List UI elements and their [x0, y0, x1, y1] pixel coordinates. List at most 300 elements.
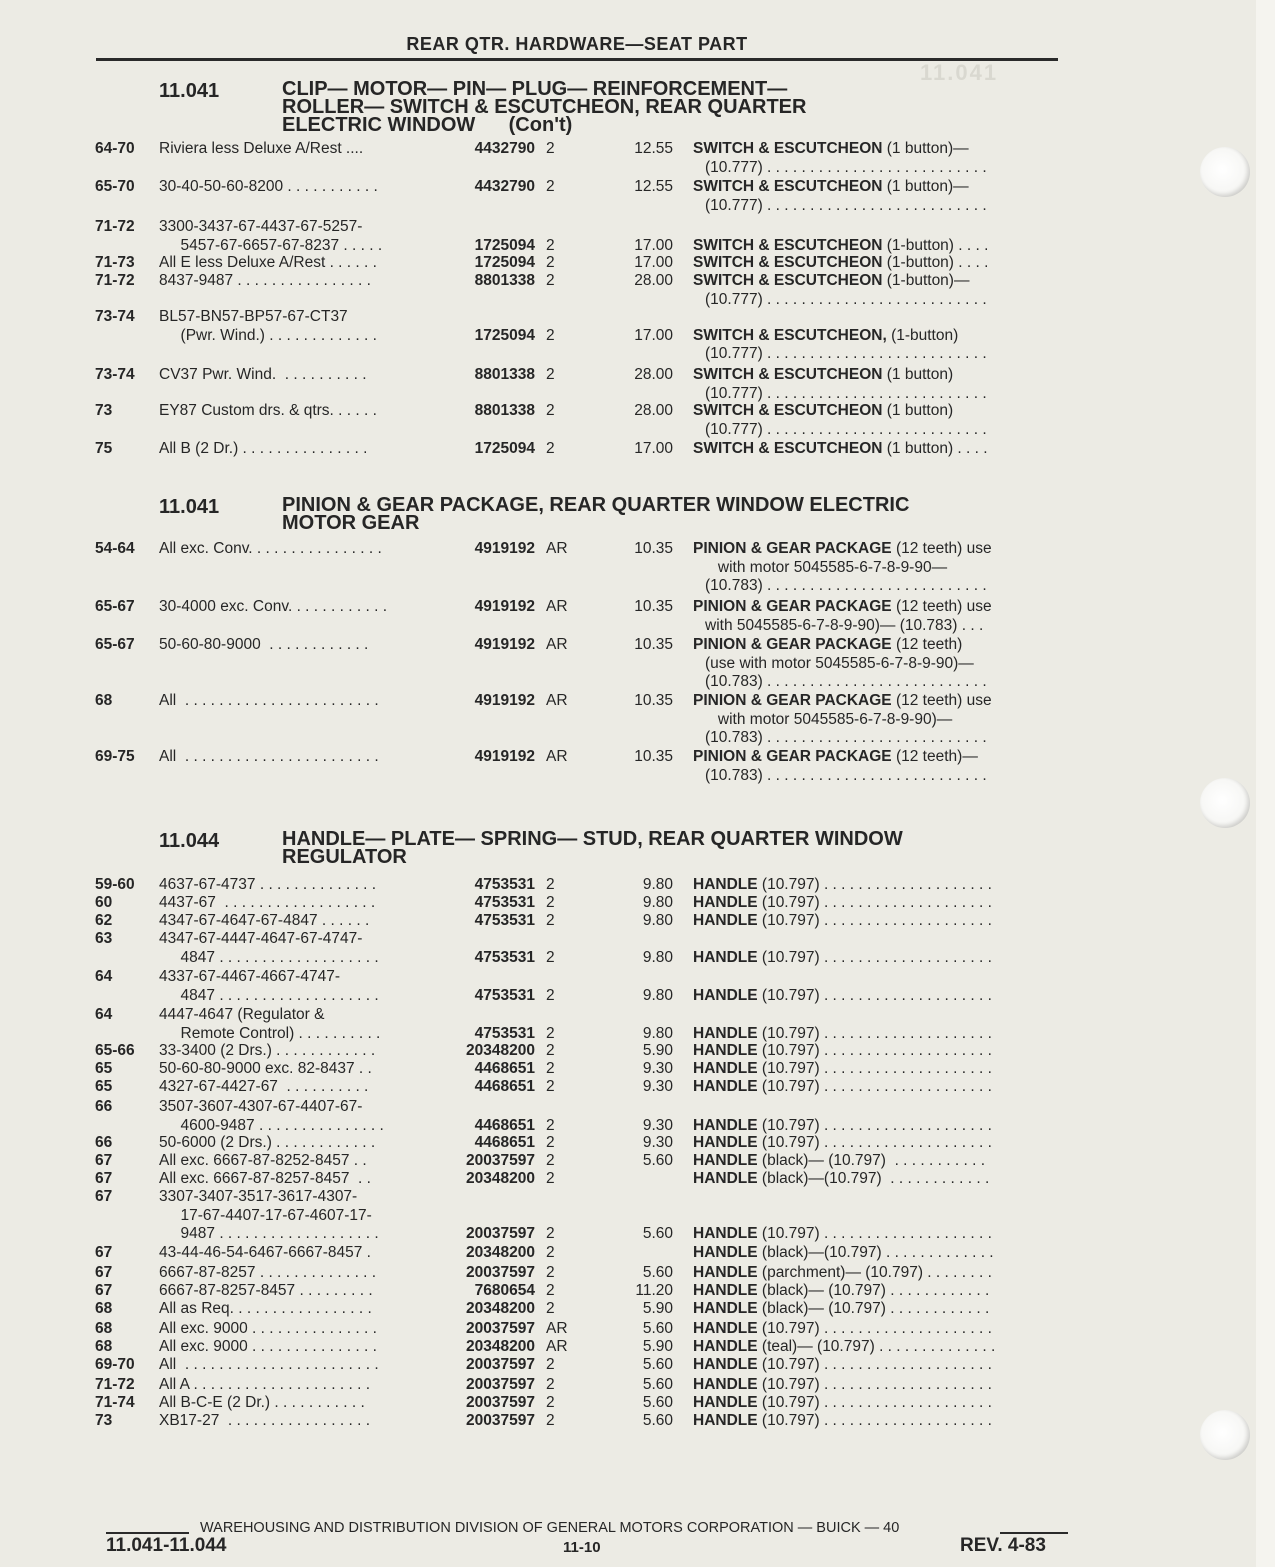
model-application: All A . . . . . . . . . . . . . . . . . . . . .	[159, 1376, 371, 1393]
quantity: 2	[546, 1244, 555, 1261]
list-price: 5.60	[642, 1376, 673, 1393]
quantity: AR	[546, 1338, 568, 1355]
year-range: 59-60	[95, 876, 135, 893]
model-application: 30-4000 exc. Conv. . . . . . . . . . . .	[159, 598, 388, 615]
model-application: BL57-BN57-BP57-67-CT37	[159, 308, 348, 325]
footer-rule	[106, 1532, 189, 1534]
part-number: 20037597	[466, 1264, 535, 1281]
section-title	[282, 496, 909, 532]
part-name: PINION & GEAR PACKAGE	[693, 692, 892, 709]
part-name: HANDLE	[693, 1170, 758, 1187]
part-detail: (10.797) . . . . . . . . . . . . . . . . . . . .	[761, 1134, 992, 1151]
model-application: 3307-3407-3517-3617-4307-	[159, 1188, 358, 1205]
part-description	[705, 655, 1085, 674]
part-description	[705, 767, 1085, 786]
model-application: 50-60-80-9000 . . . . . . . . . . . .	[159, 636, 369, 653]
part-description	[705, 729, 1085, 748]
quantity: 2	[546, 140, 555, 157]
model-application: All B (2 Dr.) . . . . . . . . . . . . . . .	[159, 440, 368, 457]
part-number: 4753531	[474, 948, 535, 966]
quantity: 2	[546, 912, 555, 929]
list-price: 5.60	[642, 1225, 673, 1242]
part-number: 20348200	[466, 1338, 535, 1355]
part-name: HANDLE	[693, 1338, 758, 1355]
part-number: 20037597	[466, 1394, 535, 1411]
model-application: All exc. 9000 . . . . . . . . . . . . . . .	[159, 1338, 377, 1355]
part-name: HANDLE	[693, 1152, 758, 1169]
quantity: 2	[546, 1264, 555, 1281]
list-price: 10.35	[634, 692, 673, 709]
year-range: 64-70	[95, 140, 135, 157]
list-price: 5.60	[642, 1320, 673, 1337]
section-title-line: CLIP— MOTOR— PIN— PLUG— REINFORCEMENT—	[282, 78, 788, 100]
part-number: 4753531	[474, 1024, 535, 1042]
model-application: 4637-67-4737 . . . . . . . . . . . . . .	[159, 876, 377, 893]
part-detail: (10.783) . . . . . . . . . . . . . . . . . . . . . . . . . .	[705, 673, 987, 690]
part-detail: (1 button)—	[886, 140, 969, 157]
part-description	[705, 385, 1085, 404]
part-detail: (black)— (10.797) . . . . . . . . . . .	[761, 1152, 985, 1169]
part-detail: (10.777) . . . . . . . . . . . . . . . . . . . . . . . . . .	[705, 290, 987, 308]
year-range: 73-74	[95, 308, 135, 325]
part-description	[693, 1025, 1073, 1044]
part-detail: (1-button)	[891, 326, 959, 344]
part-name: HANDLE	[693, 1134, 758, 1151]
list-price: 17.00	[634, 326, 673, 344]
model-application: All . . . . . . . . . . . . . . . . . . . . . . .	[159, 1356, 379, 1373]
part-name: HANDLE	[693, 1116, 758, 1134]
model-application: 4847 . . . . . . . . . . . . . . . . . . .	[159, 948, 379, 966]
part-number: 8801338	[474, 272, 535, 289]
quantity: 2	[546, 1412, 555, 1429]
part-name: PINION & GEAR PACKAGE	[693, 748, 892, 765]
model-application: 3300-3437-67-4437-67-5257-	[159, 218, 363, 235]
model-application: 17-67-4407-17-67-4607-17-	[159, 1206, 372, 1224]
part-number: 1725094	[474, 254, 535, 271]
part-detail: (12 teeth)	[895, 636, 963, 653]
part-description	[693, 237, 1073, 256]
year-range: 73	[95, 402, 113, 419]
model-application: 4347-67-4647-67-4847 . . . . . .	[159, 912, 370, 929]
part-description	[693, 692, 1073, 711]
year-range: 65-67	[95, 598, 135, 615]
part-description	[693, 1244, 1073, 1263]
part-detail: (10.797) . . . . . . . . . . . . . . . . . . . .	[761, 1320, 992, 1337]
part-detail: (10.797) . . . . . . . . . . . . . . . . . . . .	[761, 1225, 992, 1242]
part-name: HANDLE	[693, 1356, 758, 1373]
part-description	[693, 1225, 1073, 1244]
part-name: SWITCH & ESCUTCHEON	[693, 366, 883, 383]
part-description	[693, 636, 1073, 655]
part-number: 4468651	[474, 1116, 535, 1134]
year-range: 68	[95, 692, 113, 709]
part-name: HANDLE	[693, 894, 758, 911]
list-price: 10.35	[634, 540, 673, 557]
part-number: 4468651	[474, 1060, 535, 1077]
part-detail: (1-button) . . . .	[886, 254, 989, 271]
model-application: Remote Control) . . . . . . . . . .	[159, 1024, 381, 1042]
part-detail: (10.797) . . . . . . . . . . . . . . . . . . . .	[761, 948, 992, 966]
year-range: 63	[95, 930, 113, 947]
part-description	[705, 159, 1085, 178]
model-application: 8437-9487 . . . . . . . . . . . . . . . .	[159, 272, 371, 289]
bleed-through-text: 11.041	[920, 60, 999, 85]
part-description	[693, 598, 1073, 617]
year-range: 66	[95, 1098, 113, 1115]
model-application: 9487 . . . . . . . . . . . . . . . . . . .	[159, 1225, 379, 1242]
year-range: 73-74	[95, 366, 135, 383]
part-detail: (teal)— (10.797) . . . . . . . . . . . . . .	[761, 1338, 996, 1355]
list-price: 9.80	[642, 912, 673, 929]
part-number: 4919192	[474, 636, 535, 653]
model-application: 4347-67-4447-4647-67-4747-	[159, 930, 363, 947]
part-detail: (10.783) . . . . . . . . . . . . . . . . . . . . . . . . . .	[705, 766, 987, 784]
part-detail: with motor 5045585-6-7-8-9-90)—	[705, 710, 953, 728]
year-range: 68	[95, 1338, 113, 1355]
part-description	[693, 987, 1073, 1006]
footer-division: WAREHOUSING AND DISTRIBUTION DIVISION OF GENERAL MOTORS CORPORATION — BUICK — 40	[200, 1520, 900, 1536]
part-detail: (1 button)	[886, 402, 954, 419]
part-detail: (10.777) . . . . . . . . . . . . . . . . . . . . . . . . . .	[705, 345, 987, 362]
year-range: 66	[95, 1134, 113, 1151]
footer-range: 11.041-11.044	[106, 1535, 227, 1556]
part-name: SWITCH & ESCUTCHEON	[693, 236, 883, 254]
model-application: All as Req. . . . . . . . . . . . . . . . .	[159, 1300, 372, 1317]
year-range: 64	[95, 1006, 113, 1023]
part-description	[705, 577, 1085, 596]
part-description	[693, 254, 1073, 273]
part-number: 8801338	[474, 402, 535, 419]
binder-hole	[1200, 1410, 1250, 1460]
part-number: 7680654	[474, 1282, 535, 1299]
binder-hole	[1200, 147, 1250, 197]
part-detail: (10.777) . . . . . . . . . . . . . . . . . . . . . . . . . .	[705, 384, 987, 402]
list-price: 28.00	[634, 272, 673, 289]
quantity: 2	[546, 1282, 555, 1299]
part-detail: (1-button) . . . .	[886, 236, 989, 254]
list-price: 9.30	[642, 1078, 673, 1095]
part-detail: (10.777) . . . . . . . . . . . . . . . . . . . . . . . . . .	[705, 196, 987, 214]
model-application: 4327-67-4427-67 . . . . . . . . . .	[159, 1078, 369, 1095]
model-application: 4447-4647 (Regulator &	[159, 1006, 325, 1023]
part-number: 4468651	[474, 1078, 535, 1095]
year-range: 65	[95, 1078, 113, 1095]
list-price: 5.60	[642, 1394, 673, 1411]
part-description	[693, 1356, 1073, 1375]
list-price: 17.00	[634, 254, 673, 271]
section-title	[282, 80, 806, 134]
quantity: AR	[546, 540, 568, 557]
quantity: 2	[546, 1376, 555, 1393]
quantity: 2	[546, 326, 555, 344]
model-application: 5457-67-6657-67-8237 . . . . .	[159, 236, 383, 254]
part-name: HANDLE	[693, 1024, 758, 1042]
model-application: All exc. 6667-87-8252-8457 . .	[159, 1152, 367, 1169]
part-description	[693, 1042, 1073, 1061]
part-detail: (10.797) . . . . . . . . . . . . . . . . . . . .	[761, 1116, 992, 1134]
footer-page-number: 11-10	[563, 1539, 601, 1556]
part-number: 20348200	[466, 1244, 535, 1261]
quantity: 2	[546, 948, 555, 966]
part-name: HANDLE	[693, 1078, 758, 1095]
part-description	[705, 559, 1085, 578]
section-title	[282, 830, 903, 866]
part-detail: (10.797) . . . . . . . . . . . . . . . . . . . .	[761, 1078, 992, 1095]
part-name: SWITCH & ESCUTCHEON	[693, 254, 883, 271]
quantity: 2	[546, 366, 555, 383]
list-price: 9.30	[642, 1116, 673, 1134]
quantity: AR	[546, 1320, 568, 1337]
part-name: HANDLE	[693, 1042, 758, 1059]
part-detail: (12 teeth) use	[895, 692, 992, 709]
part-detail: (10.797) . . . . . . . . . . . . . . . . . . . .	[761, 1024, 992, 1042]
year-range: 67	[95, 1170, 113, 1187]
section-code: 11.041	[159, 496, 220, 518]
model-application: 33-3400 (2 Drs.) . . . . . . . . . . . .	[159, 1042, 376, 1059]
quantity: 2	[546, 1024, 555, 1042]
list-price: 28.00	[634, 366, 673, 383]
year-range: 73	[95, 1412, 113, 1429]
part-number: 20037597	[466, 1225, 535, 1242]
list-price: 12.55	[634, 140, 673, 157]
part-detail: (10.797) . . . . . . . . . . . . . . . . . . . .	[761, 876, 992, 893]
part-name: HANDLE	[693, 948, 758, 966]
list-price: 5.90	[642, 1300, 673, 1317]
part-number: 1725094	[474, 326, 535, 344]
quantity: 2	[546, 254, 555, 271]
part-name: HANDLE	[693, 1376, 758, 1393]
part-detail: with 5045585-6-7-8-9-90)— (10.783) . . .	[705, 616, 984, 634]
list-price: 9.80	[642, 876, 673, 893]
part-description	[693, 1078, 1073, 1097]
part-name: SWITCH & ESCUTCHEON	[693, 140, 883, 157]
year-range: 62	[95, 912, 113, 929]
model-application: Riviera less Deluxe A/Rest ....	[159, 140, 364, 157]
part-name: PINION & GEAR PACKAGE	[693, 598, 892, 615]
quantity: 2	[546, 1356, 555, 1373]
list-price: 9.30	[642, 1060, 673, 1077]
quantity: 2	[546, 1152, 555, 1169]
quantity: 2	[546, 1394, 555, 1411]
quantity: 2	[546, 440, 555, 457]
model-application: 6667-87-8257 . . . . . . . . . . . . . .	[159, 1264, 377, 1281]
part-description	[693, 949, 1073, 968]
model-application: 3507-3607-4307-67-4407-67-	[159, 1098, 363, 1115]
quantity: AR	[546, 748, 568, 765]
part-detail: (10.797) . . . . . . . . . . . . . . . . . . . .	[761, 894, 992, 911]
quantity: 2	[546, 1060, 555, 1077]
year-range: 67	[95, 1264, 113, 1281]
part-name: HANDLE	[693, 986, 758, 1004]
model-application: All E less Deluxe A/Rest . . . . . .	[159, 254, 377, 271]
part-description	[705, 197, 1085, 216]
part-name: PINION & GEAR PACKAGE	[693, 636, 892, 653]
year-range: 67	[95, 1152, 113, 1169]
part-detail: (1 button)	[886, 366, 954, 383]
part-name: HANDLE	[693, 1264, 758, 1281]
part-number: 4432790	[474, 178, 535, 195]
list-price: 5.60	[642, 1356, 673, 1373]
part-detail: (black)—(10.797) . . . . . . . . . . . . .	[761, 1244, 994, 1261]
year-range: 65-70	[95, 178, 135, 195]
list-price: 10.35	[634, 636, 673, 653]
part-description	[693, 1264, 1073, 1283]
part-detail: (10.797) . . . . . . . . . . . . . . . . . . . .	[761, 986, 992, 1004]
part-name: SWITCH & ESCUTCHEON,	[693, 326, 887, 344]
list-price: 17.00	[634, 440, 673, 457]
year-range: 67	[95, 1188, 113, 1205]
part-description	[693, 1394, 1073, 1413]
quantity: 2	[546, 272, 555, 289]
quantity: 2	[546, 1225, 555, 1242]
year-range: 69-70	[95, 1356, 135, 1373]
part-number: 4919192	[474, 540, 535, 557]
part-name: HANDLE	[693, 1320, 758, 1337]
model-application: 4437-67 . . . . . . . . . . . . . . . . . .	[159, 894, 376, 911]
model-application: 4847 . . . . . . . . . . . . . . . . . . .	[159, 986, 379, 1004]
section-title-line: ROLLER— SWITCH & ESCUTCHEON, REAR QUARTER	[282, 96, 807, 118]
year-range: 60	[95, 894, 113, 911]
year-range: 75	[95, 440, 113, 457]
part-detail: (black)— (10.797) . . . . . . . . . . . .	[761, 1300, 990, 1317]
part-description	[693, 178, 1073, 197]
model-application: 50-6000 (2 Drs.) . . . . . . . . . . . .	[159, 1134, 376, 1151]
part-number: 20037597	[466, 1320, 535, 1337]
part-description	[705, 421, 1085, 440]
part-number: 4919192	[474, 598, 535, 615]
quantity: 2	[546, 986, 555, 1004]
section-title-line: PINION & GEAR PACKAGE, REAR QUARTER WINDOW ELECTRIC	[282, 494, 910, 516]
list-price: 5.60	[642, 1152, 673, 1169]
part-detail: (1-button)—	[886, 272, 970, 289]
part-name: SWITCH & ESCUTCHEON	[693, 440, 883, 457]
list-price: 12.55	[634, 178, 673, 195]
page-title: REAR QTR. HARDWARE—SEAT PART	[96, 34, 1058, 61]
model-application: CV37 Pwr. Wind. . . . . . . . . . .	[159, 366, 367, 383]
list-price: 9.30	[642, 1134, 673, 1151]
part-name: HANDLE	[693, 1225, 758, 1242]
quantity: 2	[546, 1170, 555, 1187]
part-description	[705, 345, 1085, 364]
section-title-line: REGULATOR	[282, 846, 407, 868]
model-application: (Pwr. Wind.) . . . . . . . . . . . . .	[159, 326, 377, 344]
quantity: AR	[546, 636, 568, 653]
model-application: 50-60-80-9000 exc. 82-8437 . .	[159, 1060, 372, 1077]
part-description	[693, 1282, 1073, 1301]
part-description	[693, 440, 1073, 459]
part-detail: (10.797) . . . . . . . . . . . . . . . . . . . .	[761, 1376, 992, 1393]
part-detail: (12 teeth) use	[895, 540, 992, 557]
year-range: 71-74	[95, 1394, 135, 1411]
part-number: 4753531	[474, 912, 535, 929]
model-application: All B-C-E (2 Dr.) . . . . . . . . . . .	[159, 1394, 365, 1411]
quantity: 2	[546, 1042, 555, 1059]
section-title-line: ELECTRIC WINDOW (Con't)	[282, 114, 573, 136]
part-number: 1725094	[474, 236, 535, 254]
part-description	[693, 1060, 1073, 1079]
section-title-line: HANDLE— PLATE— SPRING— STUD, REAR QUARTER WINDOW	[282, 828, 903, 850]
part-detail: (use with motor 5045585-6-7-8-9-90)—	[705, 654, 974, 672]
part-detail: (10.783) . . . . . . . . . . . . . . . . . . . . . . . . . .	[705, 729, 987, 746]
list-price: 9.80	[642, 1024, 673, 1042]
part-detail: (10.797) . . . . . . . . . . . . . . . . . . . .	[761, 1060, 992, 1077]
part-number: 20037597	[466, 1412, 535, 1429]
part-number: 20037597	[466, 1376, 535, 1393]
part-name: SWITCH & ESCUTCHEON	[693, 402, 883, 419]
part-detail: (parchment)— (10.797) . . . . . . . .	[761, 1264, 992, 1281]
part-description	[693, 402, 1073, 421]
part-detail: (10.797) . . . . . . . . . . . . . . . . . . . .	[761, 1412, 992, 1429]
part-description	[693, 1117, 1073, 1136]
model-application: All . . . . . . . . . . . . . . . . . . . . . . .	[159, 748, 379, 765]
part-detail: (10.797) . . . . . . . . . . . . . . . . . . . .	[761, 912, 992, 929]
part-detail: (10.797) . . . . . . . . . . . . . . . . . . . .	[761, 1356, 992, 1373]
part-name: HANDLE	[693, 1412, 758, 1429]
section-code: 11.044	[159, 830, 220, 852]
year-range: 65-66	[95, 1042, 135, 1059]
part-description	[693, 1170, 1073, 1189]
quantity: 2	[546, 178, 555, 195]
list-price: 10.35	[634, 748, 673, 765]
section-title-line: MOTOR GEAR	[282, 512, 420, 534]
part-description	[705, 291, 1085, 310]
year-range: 71-72	[95, 272, 135, 289]
part-description	[693, 1412, 1073, 1431]
part-name: HANDLE	[693, 1060, 758, 1077]
footer-revision: REV. 4-83	[960, 1535, 1046, 1556]
list-price: 5.60	[642, 1412, 673, 1429]
quantity: 2	[546, 894, 555, 911]
part-number: 20348200	[466, 1042, 535, 1059]
list-price: 5.90	[642, 1042, 673, 1059]
part-description	[693, 327, 1073, 346]
part-detail: (10.797) . . . . . . . . . . . . . . . . . . . .	[761, 1394, 992, 1411]
part-detail: (10.777) . . . . . . . . . . . . . . . . . . . . . . . . . .	[705, 158, 987, 176]
part-description	[693, 912, 1073, 931]
year-range: 71-73	[95, 254, 135, 271]
model-application: XB17-27 . . . . . . . . . . . . . . . . .	[159, 1412, 371, 1429]
part-name: SWITCH & ESCUTCHEON	[693, 272, 883, 289]
year-range: 71-72	[95, 218, 135, 235]
page-edge	[1256, 0, 1275, 1567]
part-description	[693, 1300, 1073, 1319]
part-name: SWITCH & ESCUTCHEON	[693, 178, 883, 195]
part-detail: with motor 5045585-6-7-8-9-90—	[705, 558, 948, 576]
part-detail: (10.783) . . . . . . . . . . . . . . . . . . . . . . . . . .	[705, 577, 987, 594]
part-detail: (black)— (10.797) . . . . . . . . . . . .	[761, 1282, 990, 1299]
part-name: HANDLE	[693, 1300, 758, 1317]
part-number: 20037597	[466, 1356, 535, 1373]
part-description	[693, 748, 1073, 767]
part-description	[705, 673, 1085, 692]
part-detail: (10.777) . . . . . . . . . . . . . . . . . . . . . . . . . .	[705, 420, 987, 438]
year-range: 69-75	[95, 748, 135, 765]
quantity: 2	[546, 1300, 555, 1317]
part-number: 20348200	[466, 1300, 535, 1317]
part-detail: (10.797) . . . . . . . . . . . . . . . . . . . .	[761, 1042, 992, 1059]
section-code: 11.041	[159, 80, 220, 102]
quantity: AR	[546, 692, 568, 709]
quantity: 2	[546, 1078, 555, 1095]
part-description	[693, 1338, 1073, 1357]
part-number: 20037597	[466, 1152, 535, 1169]
model-application: All exc. 9000 . . . . . . . . . . . . . . .	[159, 1320, 377, 1337]
part-description	[693, 272, 1073, 291]
list-price: 9.80	[642, 986, 673, 1004]
part-description	[693, 1134, 1073, 1153]
part-description	[693, 894, 1073, 913]
model-application: All . . . . . . . . . . . . . . . . . . . . . . .	[159, 692, 379, 709]
